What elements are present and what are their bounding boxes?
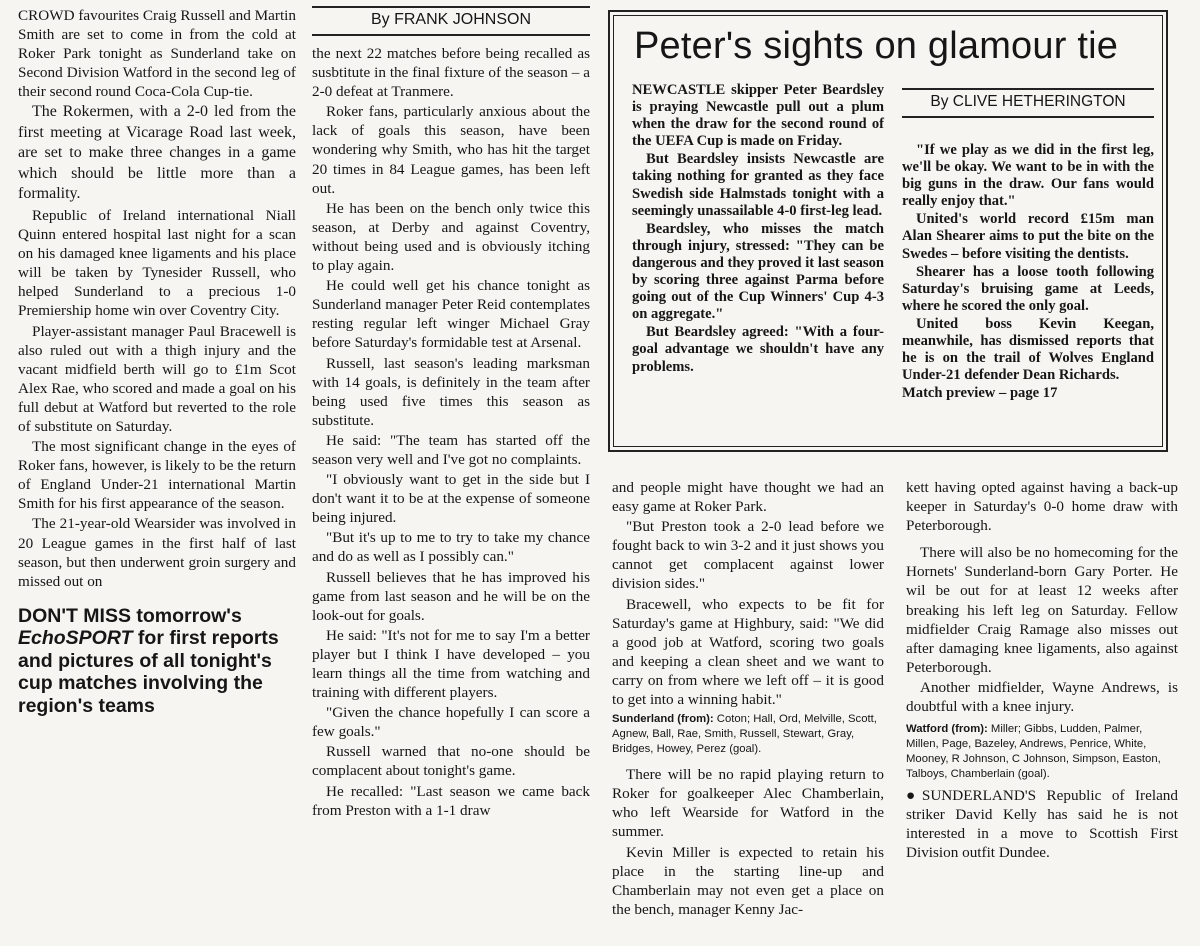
- box-column-right: [902, 88, 1154, 402]
- box-inner-border: [613, 15, 1163, 447]
- sunderland-squad: [612, 712, 884, 757]
- article-paragraph: The most significant change in the eyes of Roker fans, however, is likely to be the return of England Under-21 international Martin Smith for his first appearance of the season.: [18, 438, 296, 513]
- article-paragraph: kett having opted against having a back-up keeper in Saturday's 0-0 home draw with Peterborough.: [906, 479, 1178, 535]
- byline-clive-hetherington: By CLIVE HETHERINGTON: [902, 88, 1154, 118]
- article-paragraph: Another midfielder, Wayne Andrews, is doubtful with a knee injury.: [906, 678, 1178, 716]
- headline: Peter's sights on glamour tie: [634, 25, 1119, 67]
- article-paragraph: "Given the chance hopefully I can score a few goals.": [312, 704, 590, 741]
- article-paragraph: Russell warned that no-one should be complacent about tonight's game.: [312, 743, 590, 780]
- promo-text-start: DON'T MISS tomorrow's: [18, 604, 242, 627]
- promo-text-end: for first reports and pictures of all tonight's cup matches involving the region's teams: [18, 627, 279, 717]
- article-paragraph: The Rokermen, with a 2-0 led from the first meeting at Vicarage Road last week, are set to make three changes in a game which should be little more than a formality.: [18, 103, 296, 203]
- box-paragraph: United's world record £15m man Alan Shearer aims to put the bite on the Swedes – before visiting the dentists.: [902, 211, 1154, 262]
- article-paragraph: Bracewell, who expects to be fit for Saturday's game at Highbury, said: "We did a good job at Watford, scoring two goals and keeping a clean sheet and we want to carry on from where we left off – it is good to get into a winning habit.": [612, 595, 884, 709]
- article-paragraph: The 21-year-old Wearsider was involved in 20 League games in the first half of last season, but then underwent groin surgery and missed out on: [18, 515, 296, 590]
- article-paragraph: the next 22 matches before being recalled as susbtitute in the final fixture of the season – a 2-0 defeat at Tranmere.: [312, 45, 590, 101]
- box-paragraph: Shearer has a loose tooth following Saturday's bruising game at Leeds, where he scored the only goal.: [902, 263, 1154, 314]
- article-paragraph: There will also be no homecoming for the Hornets' Sunderland-born Gary Porter. He wil be out for at least 12 weeks after breaking his left leg on Saturday. Fellow midfielder Craig Ramage also misses out after damaging knee ligaments, also against Peterborough.: [906, 544, 1178, 676]
- lead-paragraph: CROWD favourites Craig Russell and Martin Smith are set to come in from the cold at Roker Park tonight as Sunderland take on Second Division Watford in the second leg of their second round Coca-Cola Cup-tie.: [18, 7, 296, 101]
- byline-frank-johnson: By FRANK JOHNSON: [312, 6, 590, 36]
- match-preview-ref: Match preview – page 17: [902, 385, 1058, 402]
- box-paragraph: NEWCASTLE skipper Peter Beardsley is praying Newcastle pull out a plum when the draw for the second round of the UEFA Cup is made on Friday.: [632, 82, 884, 150]
- article-paragraph: He said: "It's not for me to say I'm a better player but I think I have developed – you learn things all the time from watching and training with different players.: [312, 626, 590, 702]
- article-paragraph: He said: "The team has started off the season very well and I've got no complaints.: [312, 431, 590, 468]
- article-paragraph: Russell believes that he has improved his game from last season and he will be on the look-out for goals.: [312, 568, 590, 624]
- column-2: [312, 6, 590, 820]
- box-paragraph: But Beardsley agreed: "With a four-goal advantage we shouldn't have any problems.: [632, 324, 884, 375]
- article-paragraph: He has been on the bench only twice this season, at Derby and against Coventry, without being used and is obviously itching to play again.: [312, 199, 590, 275]
- squad-names: Coton; Hall, Ord, Melville, Scott, Agnew, Ball, Rae, Smith, Russell, Stewart, Gray, Bridges, Howey, Perez (goal).: [612, 713, 877, 756]
- article-paragraph: There will be no rapid playing return to Roker for goalkeeper Alec Chamberlain, who left Wearside for Watford in the summer.: [612, 766, 884, 841]
- column-3: [612, 478, 884, 919]
- squad-label: Sunderland (from):: [612, 713, 714, 726]
- column-1: [18, 6, 296, 717]
- squad-label: Watford (from):: [906, 723, 988, 736]
- box-paragraph: "If we play as we did in the first leg, we'll be okay. We want to be in with the big guns in the draw. Our fans would really enjoy that.": [902, 142, 1154, 210]
- echosport-promo: [18, 605, 296, 718]
- box-paragraph: United boss Kevin Keegan, meanwhile, has dismissed reports that he is on the trail of Wolves England Under-21 defender Dean Richards.: [902, 315, 1154, 384]
- box-column-left: [632, 82, 884, 376]
- column-4: [906, 478, 1178, 863]
- article-paragraph: and people might have thought we had an easy game at Roker Park.: [612, 479, 884, 516]
- article-paragraph: Republic of Ireland international Niall Quinn entered hospital last night for a scan on his damaged knee ligaments and his place will be taken by Tynesider Russell, who helped Sunderland to a precious 1-0 Premiership home win over Coventry City.: [18, 206, 296, 320]
- watford-squad: [906, 722, 1178, 782]
- article-paragraph: "But it's up to me to try to take my chance and do as well as I possibly can.": [312, 529, 590, 566]
- bullet-paragraph: ● SUNDERLAND'S Republic of Ireland striker David Kelly has said he is not interested in a move to Scottish First Division outfit Dundee.: [906, 786, 1178, 862]
- echosport-brand: EchoSPORT: [18, 627, 133, 650]
- article-paragraph: He recalled: "Last season we came back from Preston with a 1-1 draw: [312, 782, 590, 819]
- box-paragraph: Beardsley, who misses the match through injury, stressed: "They can be dangerous and they proved it last season by scoring three against Parma before going out of the Cup Winners' Cup 4-3 on aggregate.": [632, 220, 884, 323]
- article-paragraph: Kevin Miller is expected to retain his place in the starting line-up and Chamberlain may not even get a place on the bench, manager Kenny Jac-: [612, 843, 884, 918]
- article-paragraph: Roker fans, particularly anxious about the lack of goals this season, have been wondering why Smith, who has hit the target 20 times in 84 League games, has been left out.: [312, 103, 590, 197]
- newcastle-story-box: [608, 10, 1168, 452]
- article-paragraph: He could well get his chance tonight as Sunderland manager Peter Reid contemplates resting regular left winger Michael Gray before Saturday's formidable test at Arsenal.: [312, 277, 590, 352]
- article-paragraph: "I obviously want to get in the side but I don't want it to be at the expense of someone being injured.: [312, 471, 590, 527]
- squad-names: Miller; Gibbs, Ludden, Palmer, Millen, Page, Bazeley, Andrews, Penrice, White, Mooney, R Johnson, C Johnson, Simpson, Easton, Talboys, Chamberlain (goal).: [906, 723, 1161, 781]
- box-paragraph: But Beardsley insists Newcastle are taking nothing for granted as they face Swedish side Halmstads tonight with a seemingly unassailable 4-0 first-leg lead.: [632, 151, 884, 219]
- article-paragraph: Player-assistant manager Paul Bracewell is also ruled out with a thigh injury and the vacant midfield berth will go to £1m Scot Alex Rae, who scored and made a goal on his full debut at Watford but reverted to the role of substitute on Saturday.: [18, 322, 296, 435]
- article-paragraph: Russell, last season's leading marksman with 14 goals, is definitely in the team after being used five times this season as substitute.: [312, 354, 590, 429]
- article-paragraph: "But Preston took a 2-0 lead before we fought back to win 3-2 and it just shows you cannot get complacent against lower division sides.": [612, 518, 884, 593]
